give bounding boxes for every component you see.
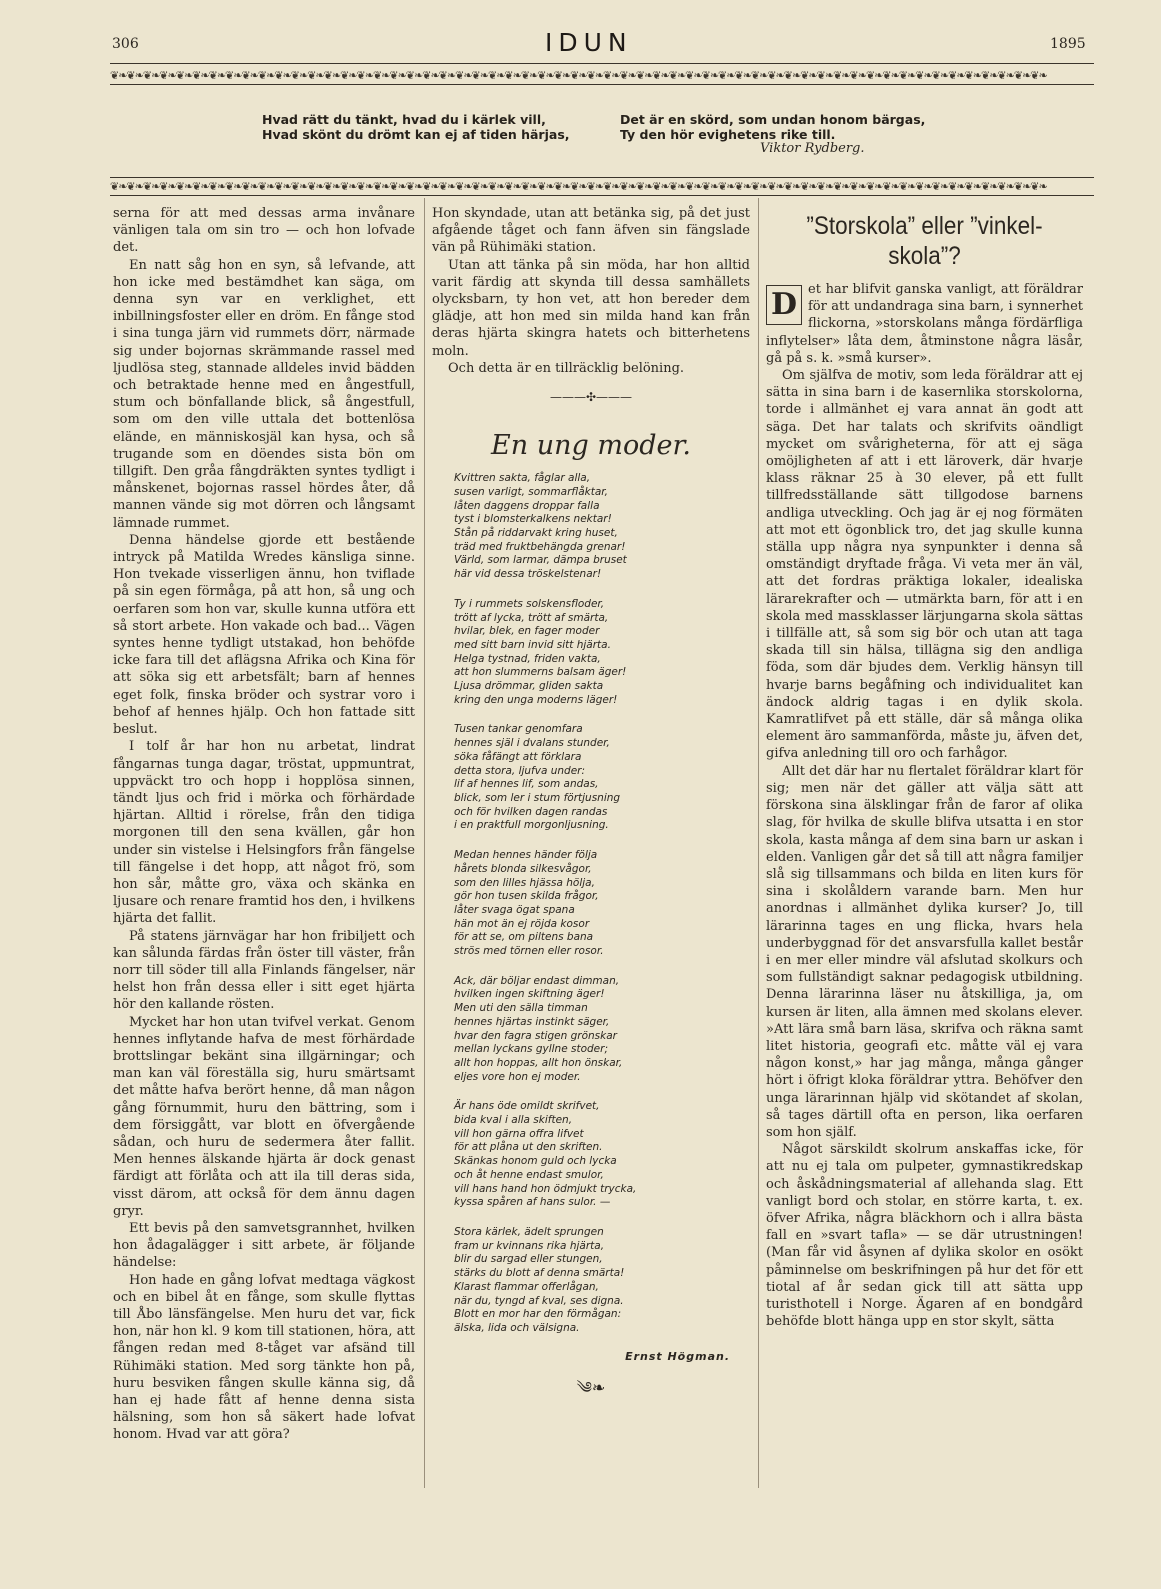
poem-line: Värld, som larmar, dämpa bruset bbox=[454, 554, 627, 567]
section-separator: ———✣——— bbox=[549, 390, 633, 405]
poem-line: låten daggens droppar falla bbox=[454, 499, 600, 512]
poem-line: bida kval i alla skiften, bbox=[454, 1114, 573, 1127]
poem-line: att hon slummerns balsam äger! bbox=[454, 666, 627, 679]
poem-line: Blott en mor har den förmågan: bbox=[454, 1308, 622, 1321]
poem-line: Kvittren sakta, fåglar alla, bbox=[454, 472, 591, 485]
article-title-line: skola”? bbox=[888, 242, 961, 270]
article-title-line: ”Storskola” eller ”vinkel- bbox=[806, 212, 1043, 240]
poem-line: Ty i rummets solskensfloder, bbox=[454, 597, 605, 610]
poem-line: med sitt barn invid sitt hjärta. bbox=[454, 638, 611, 651]
magazine-title: IDUN bbox=[545, 28, 633, 57]
motto-line: Ty den hör evighetens rike till. bbox=[620, 127, 836, 142]
paragraph: I tolf år har hon nu arbetat, lindrat fångarnas tunga dagar, tröstat, uppmuntrat, uppväckt tro och hopp i hopplösa sinnen, tändt ljus och frid i mörka och förhärdade hjärtan. Alltid i rörelse, från den tidiga morgonen till den sena kvällen, går hon under sin vistelse i Helsingfors från fängelse till fängelse i det hopp, att något frö, som hon sår, måtte gro, växa och skänka en ljusare och renare framtid hos den, i hvilkens hjärta det fallit. bbox=[113, 739, 415, 927]
poem-line: hvar den fagra stigen grönskar bbox=[454, 1029, 617, 1042]
poem-signature: Ernst Högman. bbox=[625, 1349, 730, 1363]
poem-line: Är hans öde omildt skrifvet, bbox=[454, 1100, 600, 1113]
column-3-article bbox=[766, 205, 1083, 1330]
poem-line: eljes vore hon ej moder. bbox=[454, 1070, 581, 1083]
poem-line: hennes själ i dvalans stunder, bbox=[454, 737, 610, 750]
poem-line: hvilar, blek, en fager moder bbox=[454, 625, 600, 638]
poem-line: allt hon hoppas, allt hon önskar, bbox=[454, 1056, 623, 1069]
poem-line: i en praktfull morgonljusning. bbox=[454, 819, 609, 832]
paragraph: Ett bevis på den samvetsgrannhet, hvilken hon ådagalägger i sitt arbete, är följande händelse: bbox=[113, 1220, 415, 1271]
end-ornament: ༄❧ bbox=[576, 1377, 606, 1397]
poem-line: trött af lycka, trött af smärta, bbox=[454, 611, 609, 624]
poem-line: träd med fruktbehängda grenar! bbox=[454, 540, 626, 553]
poem-stanza bbox=[454, 1226, 750, 1336]
paragraph: Denna händelse gjorde ett bestående intryck på Matilda Wredes känsliga sinne. Hon tvekade visserligen ännu, hon tviflade på sin egen förmåga, på att hon, så ung och oerfaren som hon var, skulle kunna utföra ett så stort arbete. Hon vakade och bad... Vägen syntes henne tydligt utstakad, hon behöfde icke fara till det aflägsna Afrika och Kina för att söka sig ett arbetsfält; barn af hennes eget folk, finska bröder och systrar voro i behof af hennes hjälp. Och hon fattade sitt beslut. bbox=[113, 532, 415, 738]
first-paragraph-text: et har blifvit ganska vanligt, att föräldrar för att undandraga sina barn, i synnerhet flickorna, »storskolans många fördärfliga inflytelser» låta dem, åtminstone några läsår, gå på s. k. »små kurser». bbox=[766, 282, 1083, 366]
poem-stanza bbox=[454, 598, 750, 708]
poem-line: och åt henne endast smulor, bbox=[454, 1168, 604, 1181]
poem-line: här vid dessa tröskelstenar! bbox=[454, 568, 602, 581]
poem-line: älska, lida och välsigna. bbox=[454, 1321, 580, 1334]
poem-line: vill hans hand hon ödmjukt trycka, bbox=[454, 1182, 637, 1195]
paragraph: En natt såg hon en syn, så lefvande, att hon icke med bestämdhet kan säga, om denna syn var en verklighet, ett inbillningsfoster eller en dröm. En fånge stod i sina tunga järn vid rummets dörr, närmade sig under bojornas skrämmande rassel med ljudlösa steg, stannade alldeles invid bädden och betraktade henne med en ångestfull, stum och bönfallande blick, så ångestfull, som om den ville uttala det bottenlösa elände, en människosjäl kan hysa, och så trugande som en döendes sista bön om tillgift. Den gråa fångdräkten syntes tydligt i månskenet, bojornas rassel hördes åter, då mannen vände sig mot dörren och långsamt lämnade rummet. bbox=[113, 257, 415, 531]
poem-line: hennes hjärtas instinkt säger, bbox=[454, 1015, 610, 1028]
poem-line: susen varligt, sommarflåktar, bbox=[454, 485, 608, 498]
paragraph: Utan att tänka på sin möda, har hon alltid varit färdig att skynda till dessa samhällets olycksbarn, ty hon vet, att hon bereder dem glädje, att hon med sin milda hand kan från deras hjärta skingra hatets och bitterhetens moln. bbox=[432, 257, 750, 359]
poem-line: Klarast flammar offerlågan, bbox=[454, 1280, 599, 1293]
poem-stanza bbox=[454, 723, 750, 833]
paragraph: Och detta är en tillräcklig belöning. bbox=[448, 360, 685, 376]
page-number: 306 bbox=[112, 36, 139, 52]
poem-line: för att se, om piltens bana bbox=[454, 931, 594, 944]
header-rule bbox=[110, 63, 1094, 64]
paragraph: Hon hade en gång lofvat medtaga vägkost och en bibel åt en fånge, som skulle flyttas till Åbo länsfängelse. Men huru det var, fick hon, när hon kl. 9 kom till stationen, höra, att fången redan med 8-tåget var afsänd till Rühimäki station. Med sorg tänkte hon på, huru besviken fången skulle känna sig, då han ej hade fått af henne denna sista hälsning, som hon så säkert hade lofvat honom. Hvad var att göra? bbox=[113, 1272, 415, 1443]
poem-line: kring den unga moderns läger! bbox=[454, 693, 618, 706]
motto-left bbox=[262, 112, 570, 142]
page-header bbox=[0, 28, 1161, 58]
poem-line: Ljusa drömmar, gliden sakta bbox=[454, 680, 604, 693]
poem-line: Stora kärlek, ädelt sprungen bbox=[454, 1225, 604, 1238]
paragraph: serna för att med dessas arma invånare vänligen tala om sin tro — och hon lofvade det. bbox=[113, 206, 415, 256]
poem-line: för att plåna ut den skriften. bbox=[454, 1141, 603, 1154]
poem-line: mellan lyckans gyllne stoder; bbox=[454, 1043, 608, 1056]
page-year: 1895 bbox=[1050, 36, 1086, 52]
first-paragraph bbox=[766, 281, 1083, 367]
column-divider bbox=[424, 198, 425, 1488]
poem-line: vill hon gärna offra lifvet bbox=[454, 1127, 584, 1140]
poem-line: som den lilles hjässa hölja, bbox=[454, 876, 595, 889]
paragraph: Allt det där har nu flertalet föräldrar klart för sig; men när det gäller att välja sätt att förskona sina älsklingar från de faror af olika slag, för hvilka de skulle blifva utsatta i en stor skola, kasta många af dem sina barn ur askan i elden. Vanligen går det så till att några familjer slå sig tillsammans och bilda en liten kurs för sina i skolåldern varande barn. Men hur anordnas i allmänhet dylika kurser? Jo, till lärarinna tages en ung flicka, hvars hela underbyggnad för det ansvarsfulla kallet består i en mer eller mindre väl afslutad skolkurs och som fullständigt saknar pedagogisk utbildning. Denna lärarinna läser nu åtskilliga, ja, om kursen är liten, alla ämnen med skolans elever. »Att lära små barn läsa, skrifva och räkna samt litet historia, geografi etc. måtte väl ej vara någon konst,» har jag många, många gånger hört i öfrigt kloka föräldrar yttra. Behöfver den unga lärarinnan hjälp vid skötandet af skolan, så tages därtill ofta en person, lika oerfaren som hon själf. bbox=[766, 763, 1083, 1140]
poem-line: Skänkas honom guld och lycka bbox=[454, 1155, 617, 1168]
poem-line: låter svaga ögat spana bbox=[454, 903, 575, 916]
paragraph: Mycket har hon utan tvifvel verkat. Genom hennes inflytande hafva de mest förhärdade brottslingar bekänt sina illgärningar; och man kan väl föreställa sig, huru smärtsamt det måtte hafva berört henne, då man någon gång förnummit, huru den bättring, som i dem försiggått, var blott en öfvergående sådan, och huru de sedermera åter fallit. Men hennes älskande hjärta är dock genast färdigt att förlåta och att ila till deras sida, visst därom, att också för dem ännu dagen gryr. bbox=[113, 1014, 415, 1219]
poem-line: detta stora, ljufva under: bbox=[454, 764, 586, 777]
poem-stanza bbox=[454, 1100, 750, 1210]
poem bbox=[454, 472, 750, 1335]
poem-line: hårets blonda silkesvågor, bbox=[454, 862, 592, 875]
poem-line: Stån på riddarvakt kring huset, bbox=[454, 527, 618, 540]
poem-stanza bbox=[454, 849, 750, 959]
poem-line: hvilken ingen skiftning äger! bbox=[454, 988, 605, 1001]
top-ornament-border: ❦❧❦❧❦❧❦❧❦❧❦❧❦❧❦❧❦❧❦❧❦❧❦❧❦❧❦❧❦❧❦❧❦❧❦❧❦❧❦❧❦❧❦❧❦❧❦❧❦❧❦❧❦❧❦❧❦❧❦❧❦❧❦❧❦❧❦❧❦❧❦❧❦❧❦❧❦❧❦❧❦❧❦❧❦❧❦❧❦❧❦❧❦❧❦❧❦❧❦❧❦❧❦❧❦❧❦❧❦❧❦❧❦❧ bbox=[110, 70, 1047, 82]
motto-line: Det är en skörd, som undan honom bärgas, bbox=[620, 112, 926, 127]
poem-stanza bbox=[454, 472, 750, 582]
paragraph: På statens järnvägar har hon fribiljett och kan sålunda färdas från öster till väster, från norr till söder till alla Finlands fängelser, när helst hon från dessa eller i sitt eget hjärta hör den kallande rösten. bbox=[113, 928, 415, 1013]
article-title bbox=[782, 211, 1067, 271]
paragraph: Hon skyndade, utan att betänka sig, på det just afgående tåget och fann äfven sin fängslade vän på Rühimäki station. bbox=[432, 206, 750, 256]
poem-line: söka fåfängt att förklara bbox=[454, 750, 582, 763]
poem-line: stärks du blott af denna smärta! bbox=[454, 1267, 625, 1280]
poem-line: blick, som ler i stum förtjusning bbox=[454, 792, 621, 804]
poem-line: strös med törnen eller rosor. bbox=[454, 945, 604, 958]
mid-ornament-rule-bottom bbox=[110, 195, 1094, 196]
poem-line: gör hon tusen skilda frågor, bbox=[454, 890, 599, 903]
top-ornament-rule bbox=[110, 84, 1094, 85]
paragraph: Om själfva de motiv, som leda föräldrar att ej sätta in sina barn i de kasernlika storskolorna, torde i allmänhet ej vara annat än godt att säga. Det har talats och skrifvits oändligt mycket om svårigheterna, för att ej säga omöjligheten af att i ett läroverk, där hvarje klass räknar 25 à 30 elever, på ett fullt tillfredsställande sätt tillgodose barnens andliga utveckling. Och jag är ej nog förmäten att mot ett ögonblick tro, det jag skulle kunna ställa upp några nya synpunkter i denna så omständigt dryftade fråga. Vi veta mer än väl, att det fordras präktiga lokaler, idealiska lärarekrafter och — utmärkta barn, för att i en skola med massklasser lärjungarna skola sättas i tillfälle att, så som sig bör och utan att taga skada till sin hälsa, tillägna sig den andliga föda, som där bjudes dem. Verklig hänsyn till hvarje barns begåfning och individualitet kan ändock aldrig tagas i en dylik skola. Kamratlifvet på ett ställe, där så många olika element äro sammanförda, måste ju, äfven det, gifva anledning till oro och farhågor. bbox=[766, 368, 1083, 762]
poem-line: lif af hennes lif, som andas, bbox=[454, 778, 599, 791]
poem-line: fram ur kvinnans rika hjärta, bbox=[454, 1239, 605, 1252]
motto-line: Hvad skönt du drömt kan ej af tiden härjas, bbox=[262, 127, 570, 142]
poem-line: Helga tystnad, friden vakta, bbox=[454, 652, 601, 665]
poem-line: Tusen tankar genomfara bbox=[454, 723, 583, 736]
poem-line: hän mot än ej röjda kosor bbox=[454, 917, 590, 930]
poem-line: Ack, där böljar endast dimman, bbox=[454, 974, 620, 987]
column-2 bbox=[432, 205, 750, 1396]
poem-line: kyssa spåren af hans sulor. — bbox=[454, 1196, 611, 1209]
mid-ornament-rule-top bbox=[110, 177, 1094, 178]
column-divider bbox=[758, 198, 759, 1488]
motto-right bbox=[620, 112, 925, 142]
mid-ornament-border: ❦❧❦❧❦❧❦❧❦❧❦❧❦❧❦❧❦❧❦❧❦❧❦❧❦❧❦❧❦❧❦❧❦❧❦❧❦❧❦❧❦❧❦❧❦❧❦❧❦❧❦❧❦❧❦❧❦❧❦❧❦❧❦❧❦❧❦❧❦❧❦❧❦❧❦❧❦❧❦❧❦❧❦❧❦❧❦❧❦❧❦❧❦❧❦❧❦❧❦❧❦❧❦❧❦❧❦❧❦❧❦❧❦❧ bbox=[110, 181, 1047, 193]
motto-line: Hvad rätt du tänkt, hvad du i kärlek vill, bbox=[262, 112, 546, 127]
column-1-article-continuation bbox=[113, 205, 415, 1444]
drop-cap: D bbox=[766, 285, 802, 325]
paragraph: Något särskildt skolrum anskaffas icke, för att nu ej tala om pulpeter, gymnastikredskap och åskådningsmaterial af allehanda slag. Ett vanligt bord och stolar, en större karta, t. ex. öfver Afrika, några bläckhorn och i allra bästa fall en »svart tafla» — se där utrustningen! (Man får vid åsynen af dylika skolor en osökt påminnelse om beskrifningen på hur det för ett tiotal af år sedan gick till att sätta upp turisthotell i Norge. Ägaren af en bondgård behöfde blott hänga upp en stor skylt, sätta bbox=[766, 1142, 1083, 1330]
poem-line: Men uti den sälla timman bbox=[454, 1002, 588, 1015]
poem-stanza bbox=[454, 975, 750, 1085]
poem-line: blir du sargad eller stungen, bbox=[454, 1253, 603, 1266]
poem-title: En ung moder. bbox=[491, 430, 691, 462]
poem-line: när du, tyngd af kval, ses digna. bbox=[454, 1294, 624, 1307]
poem-line: Medan hennes händer följa bbox=[454, 849, 598, 862]
poem-line: tyst i blomsterkalkens nektar! bbox=[454, 513, 612, 526]
motto-signature: Viktor Rydberg. bbox=[760, 141, 865, 156]
poem-line: och för hvilken dagen randas bbox=[454, 805, 608, 818]
